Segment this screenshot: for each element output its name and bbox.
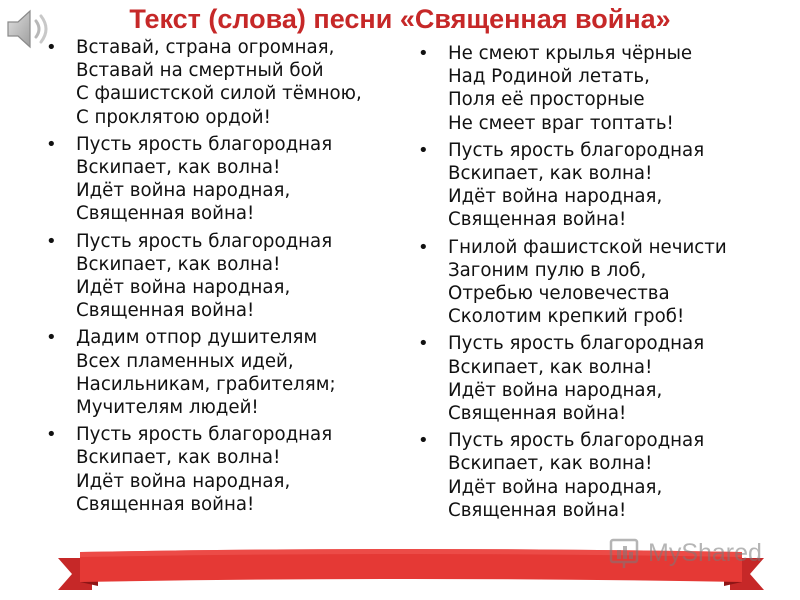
lyric-line: Вскипает, как волна! [76,253,281,275]
bullet-icon: • [46,230,57,252]
lyric-line: Гнилой фашистской нечисти [448,236,727,258]
lyric-line: Пусть ярость благородная [448,430,705,452]
bullet-icon: • [46,133,57,155]
lyric-line: Идёт война народная, [448,186,663,208]
lyric-line: Загоним пулю в лоб, [448,259,647,281]
lyric-line: Пусть ярость благородная [448,139,705,161]
lyric-line: Идёт война народная, [448,379,663,401]
verse [418,139,788,232]
lyric-line: Пусть ярость благородная [76,133,333,155]
bullet-icon: • [46,424,57,446]
lyric-line: Вскипает, как волна! [76,447,281,469]
lyric-line: Священная война! [76,203,255,225]
verse [46,133,416,226]
watermark-logo-icon [608,536,644,570]
lyric-line: Вскипает, как волна! [448,453,653,475]
verse [46,326,416,419]
lyric-line: Священная война! [448,209,627,231]
lyric-line: Священная война! [76,300,255,322]
lyric-line: Идёт война народная, [76,277,291,299]
lyric-line: Священная война! [448,403,627,425]
verse [418,42,788,135]
lyric-line: Сколотим крепкий гроб! [448,306,685,328]
bullet-icon: • [46,327,57,349]
lyric-line: Вставай, страна огромная, [76,37,335,58]
verse [418,236,788,329]
lyric-line: Мучителям людей! [76,397,259,419]
lyric-line: Пусть ярость благородная [76,424,333,446]
verse [46,36,416,129]
lyric-line: Вскипает, как волна! [76,157,281,179]
lyrics-column-left [46,36,416,520]
verse [46,423,416,516]
lyric-line: Поля её просторные [448,89,645,111]
lyric-line: С проклятою ордой! [76,106,271,128]
lyric-line: Дадим отпор душителям [76,327,318,349]
lyric-line: Пусть ярость благородная [448,333,705,355]
lyric-line: Насильникам, грабителям; [76,373,336,395]
bullet-icon: • [418,333,429,355]
lyric-line: Идёт война народная, [448,476,663,498]
lyric-line: Идёт война народная, [76,470,291,492]
lyric-line: Не смеют крылья чёрные [448,43,693,64]
lyric-line: Всех пламенных идей, [76,350,294,372]
lyric-line: Вставай на смертный бой [76,60,324,82]
lyric-line: Не смеет враг топтать! [448,112,674,134]
bullet-icon: • [418,43,429,64]
lyric-line: Отребью человечества [448,283,670,305]
lyric-line: Священная война! [448,499,627,521]
verse [418,332,788,425]
verse [46,230,416,323]
lyric-line: Пусть ярость благородная [76,230,333,252]
watermark [608,534,768,572]
verse [418,429,788,522]
lyric-line: Священная война! [76,493,255,515]
bullet-icon: • [418,236,429,258]
lyric-line: Вскипает, как волна! [448,163,653,185]
lyric-line: Над Родиной летать, [448,66,650,88]
lyric-line: Вскипает, как волна! [448,356,653,378]
lyric-line: С фашистской силой тёмною, [76,83,362,105]
lyric-line: Идёт война народная, [76,180,291,202]
bullet-icon: • [46,37,57,58]
lyrics-column-right [418,42,788,526]
bullet-icon: • [418,139,429,161]
page-title: Текст (слова) песни «Священная война» [129,4,671,34]
watermark-text: MyShared [648,539,762,567]
bullet-icon: • [418,430,429,452]
